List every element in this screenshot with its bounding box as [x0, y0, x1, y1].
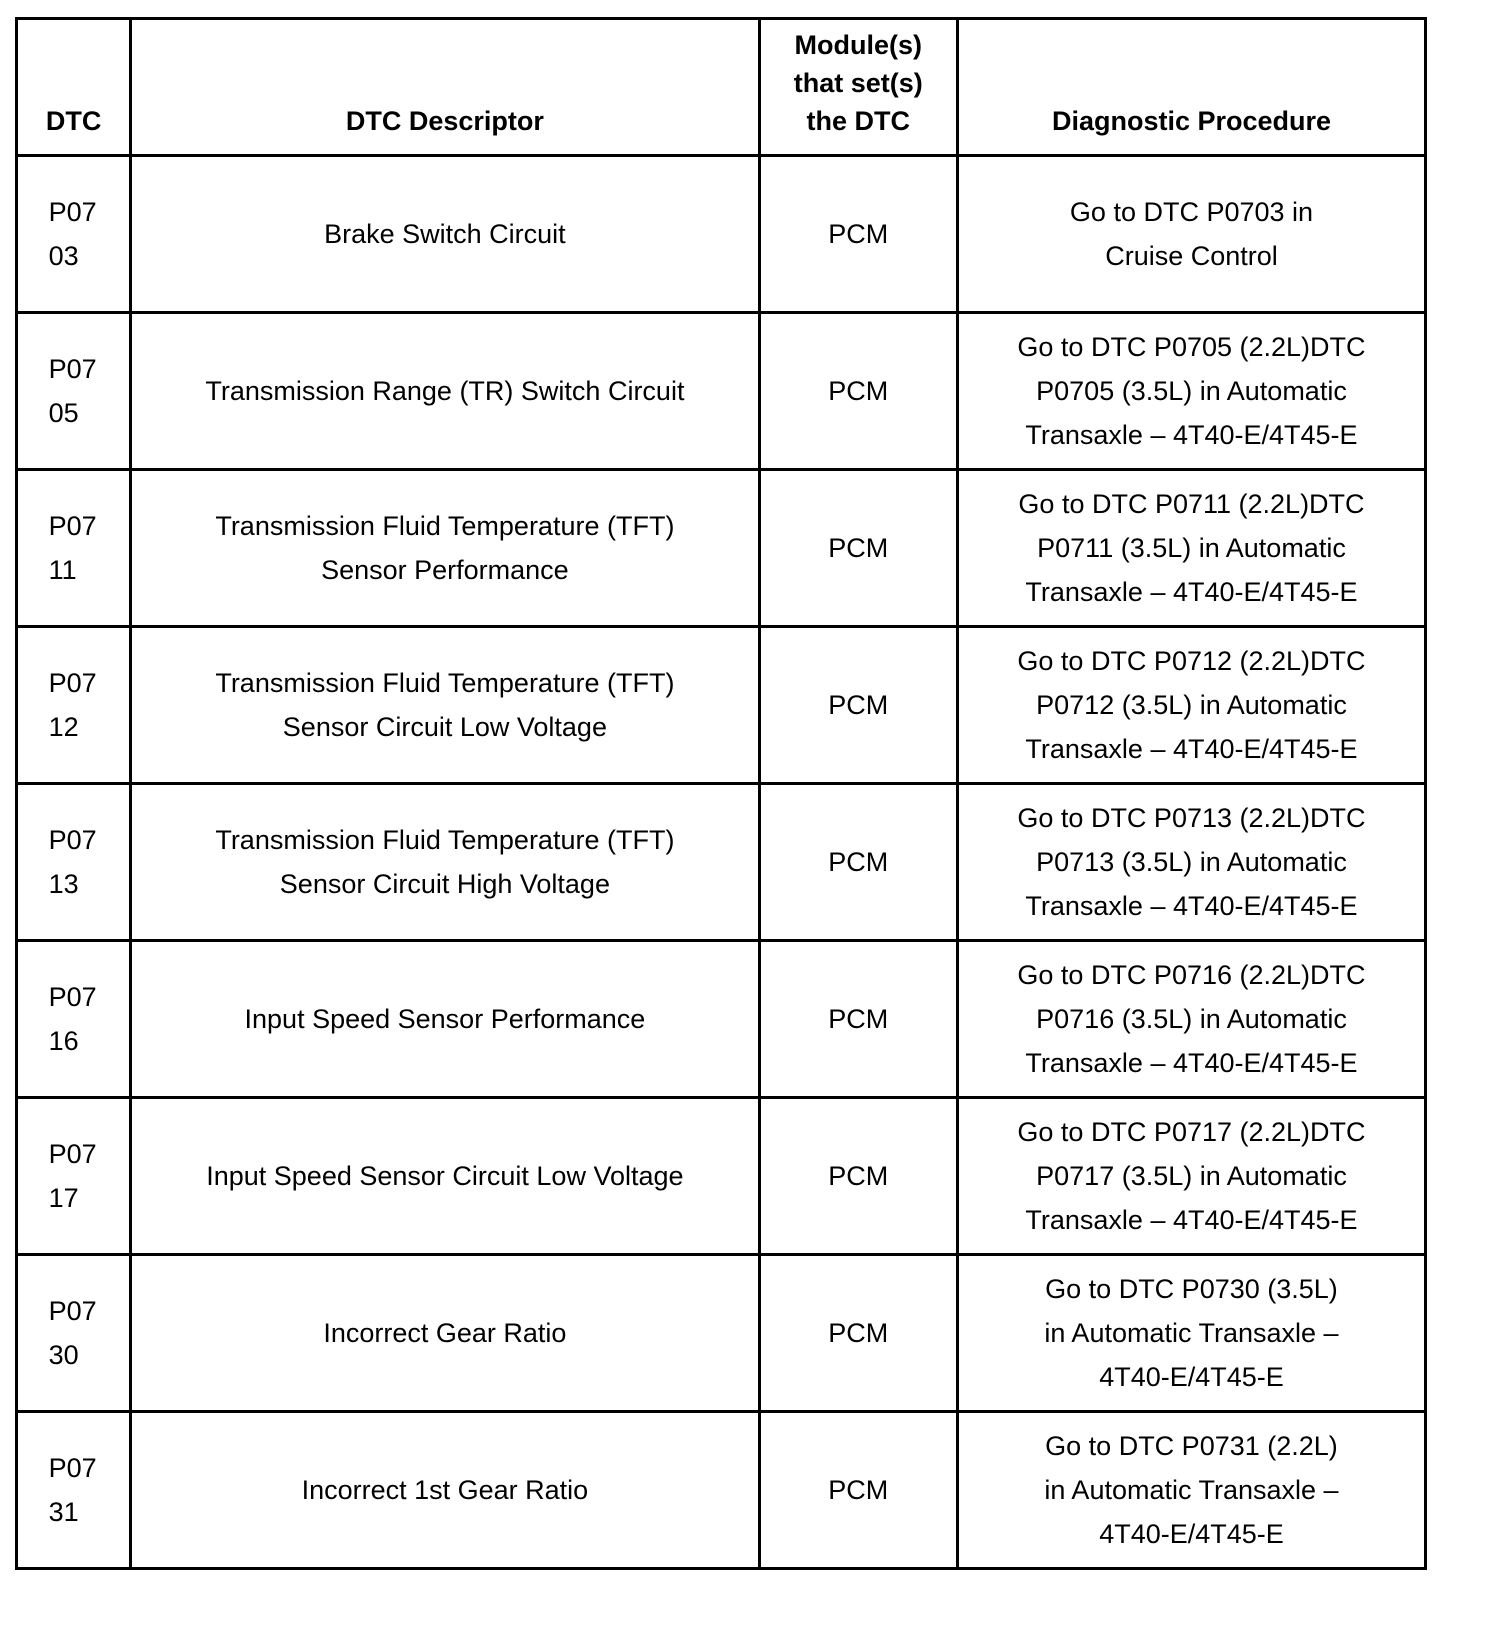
- diagnostic-procedure: Go to DTC P0717 (2.2L)DTC P0717 (3.5L) in Automatic Transaxle – 4T40-E/4T45-E: [1017, 1117, 1366, 1235]
- cell-dtc: [17, 941, 131, 1098]
- dtc-descriptor: Input Speed Sensor Circuit Low Voltage: [206, 1161, 684, 1191]
- module-name: PCM: [828, 690, 889, 720]
- module-name: PCM: [828, 1004, 889, 1034]
- cell-descriptor: [131, 1098, 759, 1255]
- diagnostic-procedure: Go to DTC P0713 (2.2L)DTC P0713 (3.5L) in Automatic Transaxle – 4T40-E/4T45-E: [1017, 803, 1366, 921]
- diagnostic-procedure: Go to DTC P0711 (2.2L)DTC P0711 (3.5L) in Automatic Transaxle – 4T40-E/4T45-E: [1018, 489, 1365, 607]
- cell-dtc: [17, 156, 131, 313]
- cell-procedure: [957, 941, 1425, 1098]
- dtc-code: P07 31: [48, 1453, 97, 1527]
- module-name: PCM: [828, 533, 889, 563]
- table-row: [17, 156, 1426, 313]
- header-module-text: Module(s) that set(s) the DTC: [793, 30, 923, 136]
- cell-module: [759, 470, 957, 627]
- cell-dtc: [17, 627, 131, 784]
- diagnostic-procedure: Go to DTC P0730 (3.5L) in Automatic Transaxle – 4T40-E/4T45-E: [1044, 1274, 1339, 1392]
- module-name: PCM: [828, 376, 889, 406]
- diagnostic-procedure: Go to DTC P0731 (2.2L) in Automatic Transaxle – 4T40-E/4T45-E: [1044, 1431, 1339, 1549]
- dtc-code: P07 05: [48, 354, 97, 428]
- table-header: [17, 19, 1426, 156]
- cell-descriptor: [131, 941, 759, 1098]
- cell-module: [759, 313, 957, 470]
- dtc-descriptor: Transmission Fluid Temperature (TFT) Sensor Circuit Low Voltage: [215, 668, 675, 742]
- cell-dtc: [17, 470, 131, 627]
- module-name: PCM: [828, 1475, 889, 1505]
- table-row: [17, 313, 1426, 470]
- cell-dtc: [17, 313, 131, 470]
- cell-dtc: [17, 1098, 131, 1255]
- cell-procedure: [957, 470, 1425, 627]
- dtc-code: P07 17: [48, 1139, 97, 1213]
- dtc-code: P07 13: [48, 825, 97, 899]
- cell-procedure: [957, 1255, 1425, 1412]
- dtc-descriptor: Incorrect Gear Ratio: [323, 1318, 567, 1348]
- cell-descriptor: [131, 313, 759, 470]
- dtc-code: P07 03: [48, 197, 97, 271]
- cell-dtc: [17, 784, 131, 941]
- table-body: [17, 156, 1426, 1569]
- cell-descriptor: [131, 1255, 759, 1412]
- cell-module: [759, 156, 957, 313]
- dtc-descriptor: Transmission Fluid Temperature (TFT) Sensor Circuit High Voltage: [215, 825, 675, 899]
- dtc-descriptor: Transmission Range (TR) Switch Circuit: [205, 376, 685, 406]
- dtc-code: P07 11: [48, 511, 97, 585]
- table-row: [17, 470, 1426, 627]
- header-dtc: DTC: [17, 19, 131, 156]
- cell-procedure: [957, 784, 1425, 941]
- header-module: [759, 19, 957, 156]
- cell-procedure: [957, 627, 1425, 784]
- header-procedure: Diagnostic Procedure: [957, 19, 1425, 156]
- dtc-code: P07 16: [48, 982, 97, 1056]
- cell-descriptor: [131, 627, 759, 784]
- header-row: [17, 19, 1426, 156]
- cell-procedure: [957, 313, 1425, 470]
- cell-dtc: [17, 1412, 131, 1569]
- module-name: PCM: [828, 1318, 889, 1348]
- dtc-descriptor: Brake Switch Circuit: [324, 219, 566, 249]
- diagnostic-procedure: Go to DTC P0712 (2.2L)DTC P0712 (3.5L) in Automatic Transaxle – 4T40-E/4T45-E: [1017, 646, 1366, 764]
- dtc-code: P07 12: [48, 668, 97, 742]
- table-row: [17, 627, 1426, 784]
- cell-descriptor: [131, 1412, 759, 1569]
- module-name: PCM: [828, 1161, 889, 1191]
- table-row: [17, 1255, 1426, 1412]
- cell-module: [759, 1412, 957, 1569]
- module-name: PCM: [828, 847, 889, 877]
- cell-module: [759, 941, 957, 1098]
- dtc-code: P07 30: [48, 1296, 97, 1370]
- dtc-descriptor: Input Speed Sensor Performance: [244, 1004, 646, 1034]
- cell-descriptor: [131, 156, 759, 313]
- table-row: [17, 1098, 1426, 1255]
- dtc-descriptor: Transmission Fluid Temperature (TFT) Sensor Performance: [215, 511, 675, 585]
- cell-descriptor: [131, 470, 759, 627]
- cell-module: [759, 627, 957, 784]
- cell-module: [759, 784, 957, 941]
- table-row: [17, 941, 1426, 1098]
- cell-procedure: [957, 156, 1425, 313]
- table-row: [17, 1412, 1426, 1569]
- cell-module: [759, 1255, 957, 1412]
- cell-dtc: [17, 1255, 131, 1412]
- cell-descriptor: [131, 784, 759, 941]
- cell-procedure: [957, 1098, 1425, 1255]
- cell-procedure: [957, 1412, 1425, 1569]
- diagnostic-procedure: Go to DTC P0703 in Cruise Control: [1069, 197, 1314, 271]
- header-descriptor: DTC Descriptor: [131, 19, 759, 156]
- cell-module: [759, 1098, 957, 1255]
- diagnostic-procedure: Go to DTC P0716 (2.2L)DTC P0716 (3.5L) in Automatic Transaxle – 4T40-E/4T45-E: [1017, 960, 1366, 1078]
- table-row: [17, 784, 1426, 941]
- module-name: PCM: [828, 219, 889, 249]
- diagnostic-procedure: Go to DTC P0705 (2.2L)DTC P0705 (3.5L) in Automatic Transaxle – 4T40-E/4T45-E: [1017, 332, 1366, 450]
- dtc-table: [15, 17, 1427, 1570]
- dtc-descriptor: Incorrect 1st Gear Ratio: [301, 1475, 589, 1505]
